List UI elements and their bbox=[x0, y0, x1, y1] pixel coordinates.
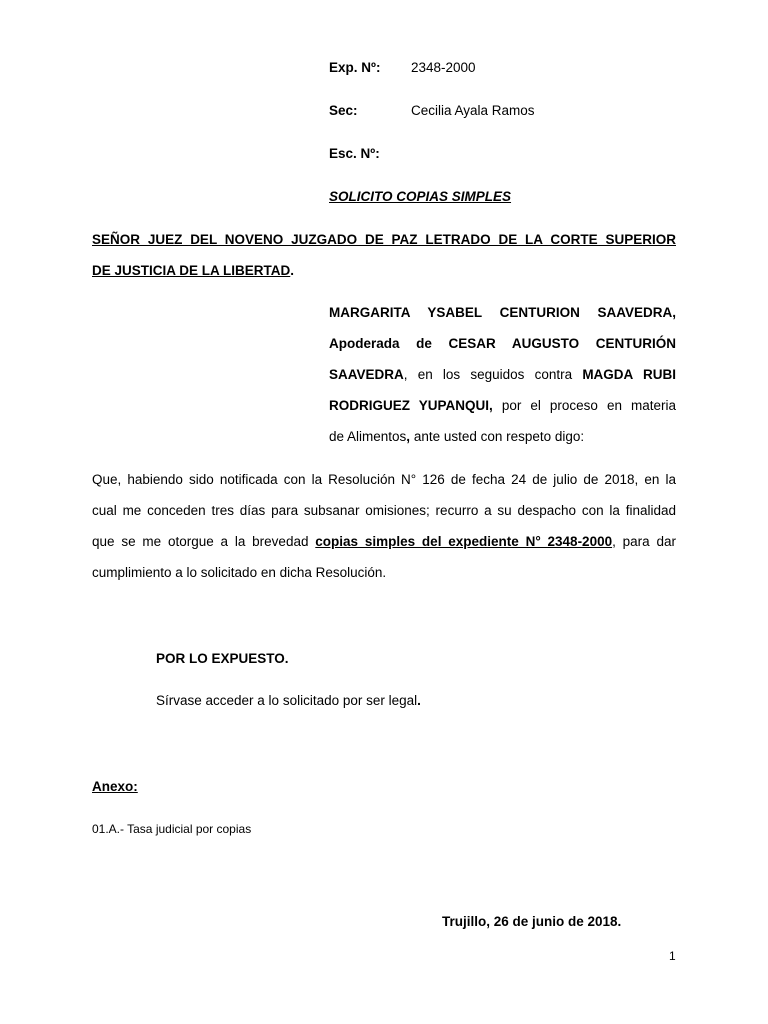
party-line-5-c: ante usted con respeto digo: bbox=[410, 429, 585, 444]
party-line-3 bbox=[329, 367, 676, 382]
addressee-line-1: SEÑOR JUEZ DEL NOVENO JUZGADO DE PAZ LETRADO DE LA CORTE SUPERIOR bbox=[92, 232, 676, 247]
party-line-4-b: por el proceso en materia bbox=[492, 398, 676, 413]
party-line-4-a: RODRIGUEZ YUPANQUI, bbox=[329, 398, 493, 413]
document-subject: SOLICITO COPIAS SIMPLES bbox=[329, 189, 512, 204]
party-line-3-c: MAGDA RUBI bbox=[582, 367, 676, 382]
party-line-5-b: , bbox=[406, 429, 411, 444]
closing-request bbox=[156, 693, 421, 708]
body-line-4: cumplimiento a lo solicitado en dicha Resolución. bbox=[92, 565, 387, 580]
body-line-1: Que, habiendo sido notificada con la Resolución N° 126 de fecha 24 de julio de 2018, en la bbox=[92, 472, 676, 487]
place-date: Trujillo, 26 de junio de 2018. bbox=[442, 914, 622, 929]
party-line-2 bbox=[329, 336, 676, 351]
sec-label: Sec: bbox=[329, 103, 358, 118]
party-line-1: MARGARITA YSABEL CENTURION SAAVEDRA, bbox=[329, 305, 676, 320]
closing-request-period: . bbox=[417, 693, 421, 708]
body-line-3-c: , para dar bbox=[612, 534, 676, 549]
party-line-4 bbox=[329, 398, 676, 413]
body-line-3 bbox=[92, 534, 676, 549]
page-number: 1 bbox=[669, 949, 676, 963]
annex-title: Anexo: bbox=[92, 779, 138, 794]
esc-label: Esc. Nº: bbox=[329, 146, 380, 161]
closing-heading: POR LO EXPUESTO. bbox=[156, 651, 289, 666]
party-line-2-a: Apoderada de bbox=[329, 336, 449, 351]
party-line-5-a: de Alimentos bbox=[329, 429, 407, 444]
annex-item: 01.A.- Tasa judicial por copias bbox=[92, 822, 252, 836]
addressee-line-2 bbox=[92, 263, 294, 278]
body-line-2: cual me conceden tres días para subsanar omisiones; recurro a su despacho con la finalidad bbox=[92, 503, 676, 518]
party-line-5 bbox=[329, 429, 584, 444]
sec-value: Cecilia Ayala Ramos bbox=[411, 103, 535, 118]
exp-label: Exp. Nº: bbox=[329, 60, 381, 75]
body-line-3-reference: copias simples del expediente N° 2348-2000 bbox=[315, 534, 613, 549]
addressee-period: . bbox=[290, 263, 295, 278]
exp-value: 2348-2000 bbox=[411, 60, 476, 75]
party-line-2-b: CESAR AUGUSTO CENTURIÓN bbox=[448, 336, 676, 351]
addressee-court-name: DE JUSTICIA DE LA LIBERTAD bbox=[92, 263, 291, 278]
party-line-3-b: , en los seguidos contra bbox=[403, 367, 583, 382]
body-line-3-a: que se me otorgue a la brevedad bbox=[92, 534, 316, 549]
party-line-3-a: SAAVEDRA bbox=[329, 367, 404, 382]
closing-request-text: Sírvase acceder a lo solicitado por ser legal bbox=[156, 693, 418, 708]
